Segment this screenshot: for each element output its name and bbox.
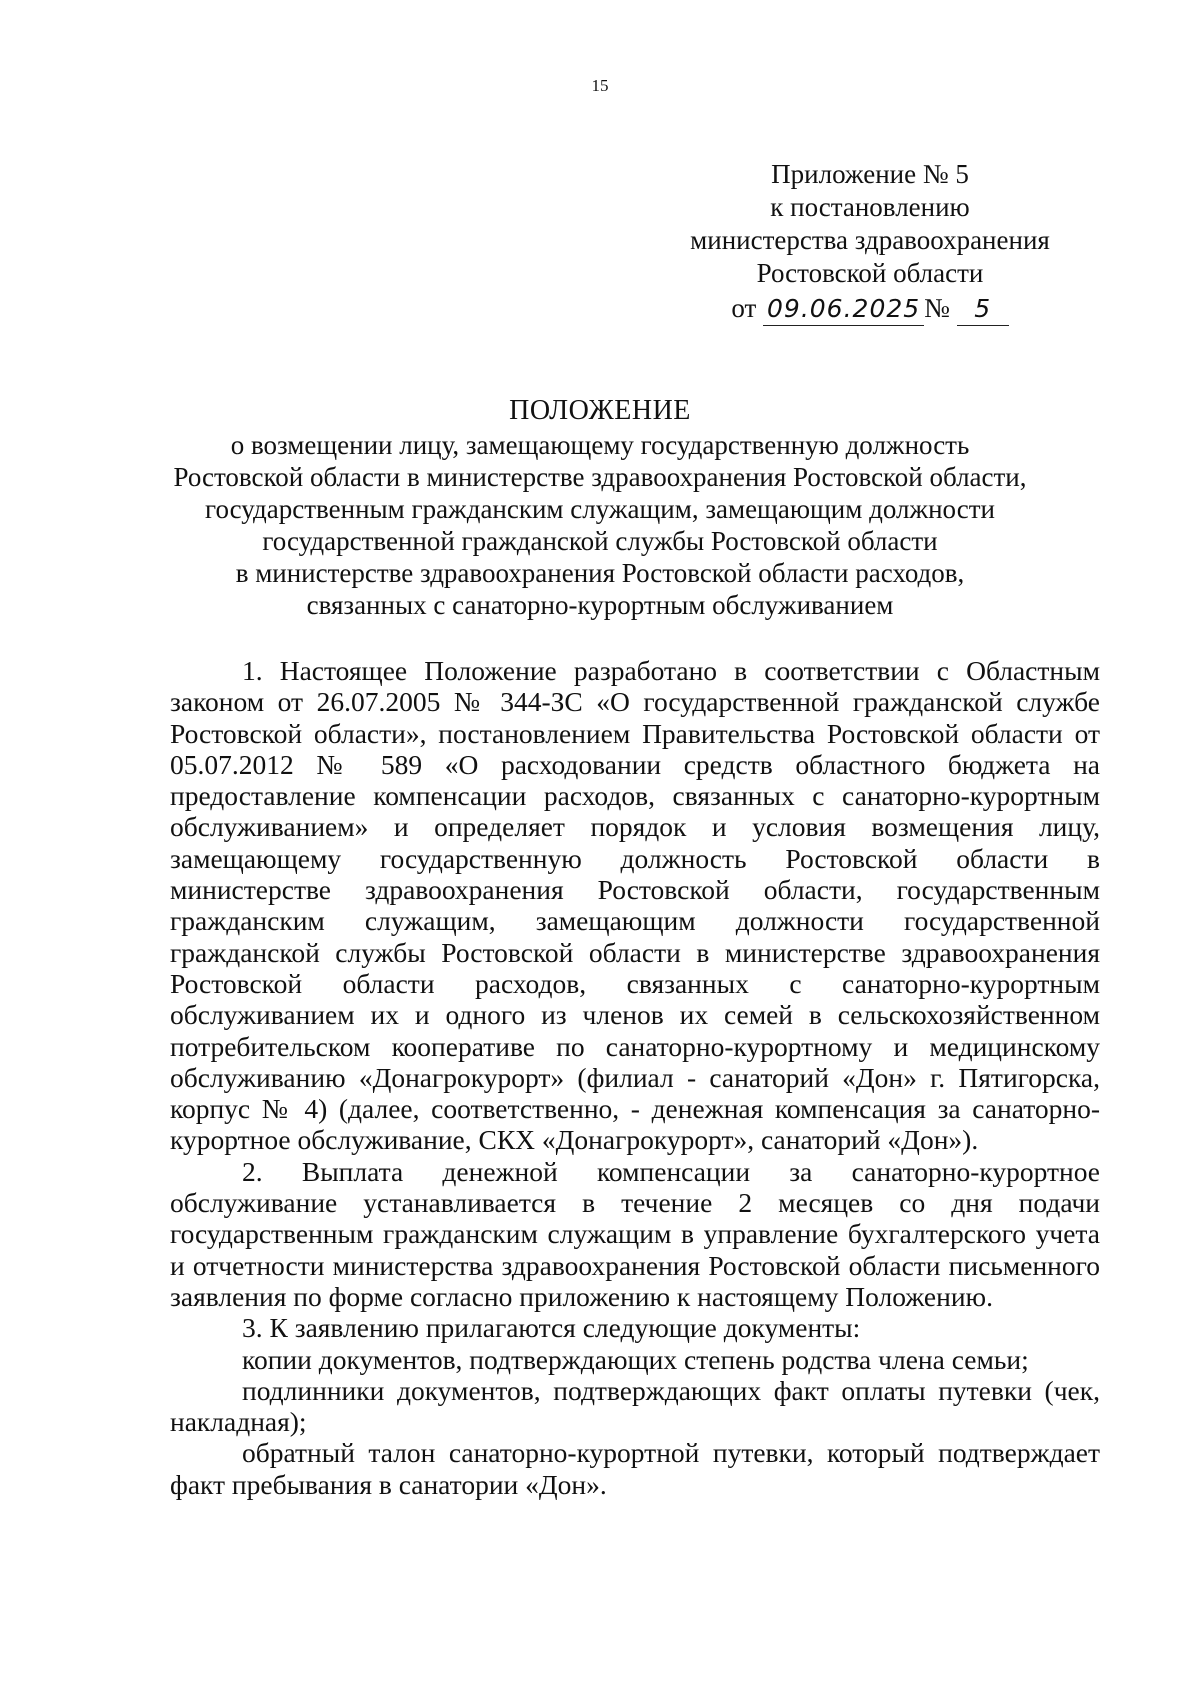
paragraph-2: 2. Выплата денежной компенсации за санаторно-курортное обслуживание устанавливается в течение 2 месяцев со дня подачи государственным гражданским служащим в управление бухгалтерского учета и отчетности министерства здравоохранения Ростовской области письменного заявления по форме согласно приложению к настоящему Положению.	[170, 1155, 1100, 1312]
document-body	[170, 655, 1100, 1500]
appendix-line-2: к постановлению	[770, 192, 970, 222]
appendix-line-1: Приложение № 5	[771, 159, 969, 189]
appendix-date-line	[660, 292, 1080, 326]
page-number: 15	[591, 76, 609, 95]
handwritten-number: 5	[957, 292, 1009, 326]
paragraph-1: 1. Настоящее Положение разработано в соответствии с Областным законом от 26.07.2005 № 344-ЗС «О государственной гражданской службе Ростовской области», постановлением Правительства Ростовской области от 05.07.2012 № 589 «О расходовании средств областного бюджета на предоставление компенсации расходов, связанных с санаторно-курортным обслуживанием» и определяет порядок и условия возмещения лицу, замещающему государственную должность Ростовской области в министерстве здравоохранения Ростовской области, государственным гражданским служащим, замещающим должности государственной гражданской службы Ростовской области в министерстве здравоохранения Ростовской области расходов, связанных с санаторно-курортным обслуживанием их и одного из членов их семей в сельскохозяйственном потребительском кооперативе по санаторно-курортному и медицинскому обслуживанию «Донагрокурорт» (филиал - санаторий «Дон» г. Пятигорска, корпус № 4) (далее, соответственно, - денежная компенсация за санаторно-курортное обслуживание, СКХ «Донагрокурорт», санаторий «Дон»).	[170, 655, 1100, 1156]
title-line: связанных с санаторно-курортным обслуживанием	[306, 590, 894, 620]
appendix-header	[660, 158, 1080, 326]
document-heading: ПОЛОЖЕНИЕ	[509, 395, 691, 426]
appendix-line-3: министерства здравоохранения	[690, 225, 1050, 255]
paragraph-3: 3. К заявлению прилагаются следующие документы:	[242, 1312, 861, 1344]
from-label: от	[731, 293, 757, 323]
handwritten-date: 09.06.2025	[763, 292, 924, 326]
title-line: государственным гражданским служащим, замещающим должности	[205, 494, 995, 524]
paragraph-3-item-3: обратный талон санаторно-курортной путевки, который подтверждает факт пребывания в санатории «Дон».	[170, 1437, 1100, 1500]
title-line: государственной гражданской службы Ростовской области	[262, 526, 938, 556]
title-line: в министерстве здравоохранения Ростовской области расходов,	[235, 558, 965, 588]
document-title-block	[130, 395, 1070, 621]
paragraph-3-item-1: копии документов, подтверждающих степень родства члена семьи;	[242, 1343, 1029, 1375]
title-line: о возмещении лицу, замещающему государственную должность	[230, 430, 970, 460]
number-label: №	[924, 293, 950, 323]
paragraph-3-item-2: подлинники документов, подтверждающих факт оплаты путевки (чек, накладная);	[170, 1374, 1100, 1438]
appendix-line-4: Ростовской области	[756, 258, 984, 288]
title-line: Ростовской области в министерстве здравоохранения Ростовской области,	[173, 462, 1027, 492]
